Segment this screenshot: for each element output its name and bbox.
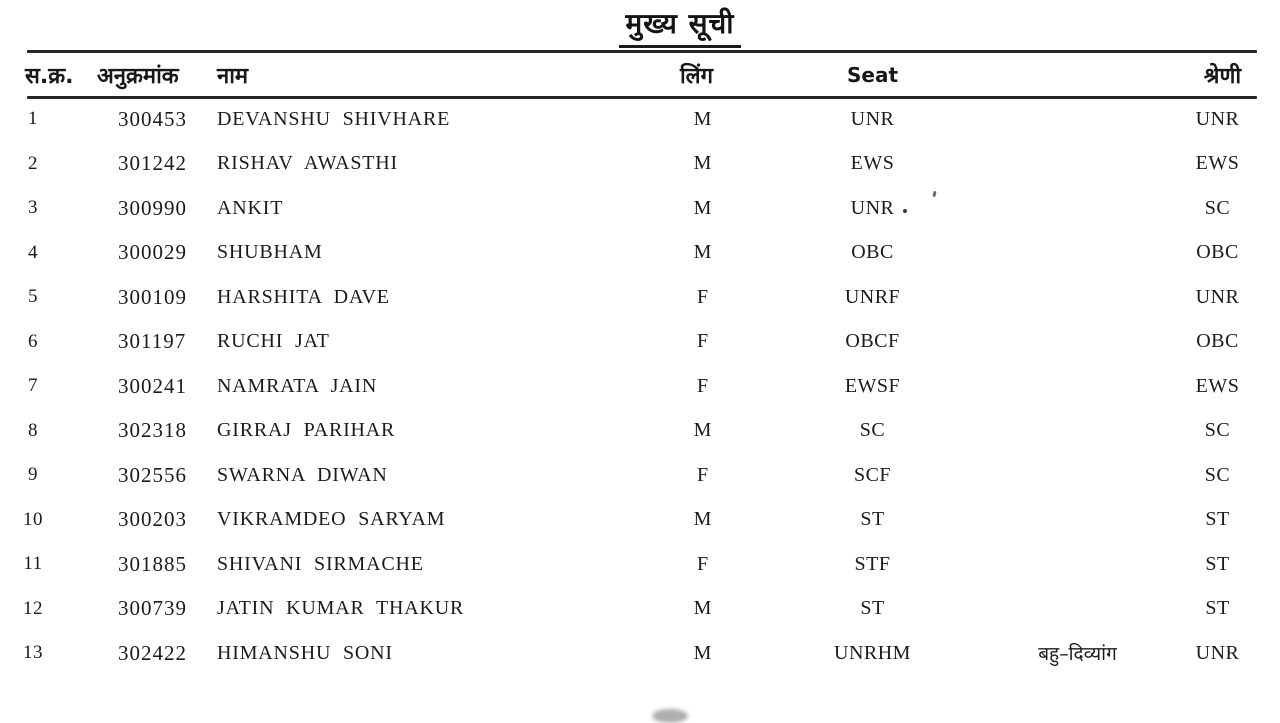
cell-gender: M: [693, 241, 712, 264]
cell-category: SC: [1204, 463, 1231, 486]
cell-name: GIRRAJ PARIHAR: [217, 419, 396, 442]
cell-roll: 300453: [118, 106, 187, 131]
header-serial-label: स.क्र.: [25, 63, 74, 89]
cell-seat: SC: [859, 419, 886, 442]
cell-gender: M: [693, 196, 712, 219]
cell-seat: UNRHM: [834, 641, 911, 664]
cell-seat: UNR: [850, 107, 895, 130]
table-row: [0, 275, 1280, 320]
cell-gender: F: [696, 463, 709, 486]
cell-gender: F: [696, 552, 709, 575]
cell-serial: 2: [28, 152, 38, 174]
header-roll-label: अनुक्रमांक: [97, 63, 179, 89]
cell-roll: 302318: [118, 418, 187, 443]
cell-serial: 13: [23, 642, 43, 664]
cell-serial: 8: [28, 419, 38, 441]
cell-gender: M: [693, 107, 712, 130]
cell-name: SWARNA DIWAN: [217, 463, 388, 486]
cell-category: OBC: [1196, 330, 1239, 353]
table-row: [0, 453, 1280, 498]
title-bar: [0, 4, 1280, 48]
cell-category: SC: [1204, 419, 1231, 442]
cell-roll: 300203: [118, 507, 187, 532]
cell-gender: F: [696, 285, 709, 308]
header-category-label: श्रेणी: [1203, 63, 1242, 89]
cell-roll: 301242: [118, 151, 187, 176]
cell-name: RUCHI JAT: [217, 330, 330, 353]
scan-dot-artifact: [903, 209, 907, 213]
cell-serial: 12: [23, 597, 43, 619]
table-row: [0, 542, 1280, 587]
table-row: [0, 142, 1280, 187]
cell-roll: 300990: [118, 195, 187, 220]
cell-seat: EWS: [850, 152, 895, 175]
table-row: [0, 498, 1280, 543]
cell-seat: ST: [860, 508, 885, 531]
cell-category: EWS: [1195, 374, 1240, 397]
cell-name: ANKIT: [217, 196, 284, 219]
cell-seat: ST: [860, 597, 885, 620]
header-seat-label: Seat: [846, 62, 899, 87]
table-row: [0, 364, 1280, 409]
cell-roll: 302556: [118, 462, 187, 487]
header-gender-label: लिंग: [679, 63, 713, 89]
cell-seat: UNR: [850, 196, 895, 219]
cell-serial: 4: [28, 241, 38, 263]
cell-name: JATIN KUMAR THAKUR: [217, 597, 465, 620]
cell-serial: 5: [28, 286, 38, 308]
table-body: [0, 97, 1280, 676]
cell-category: UNR: [1195, 285, 1240, 308]
table-header: [0, 53, 1280, 96]
cell-note: बहु–दिव्यांग: [1038, 643, 1117, 666]
cell-roll: 302422: [118, 640, 187, 665]
cell-serial: 11: [23, 553, 43, 575]
cell-seat: STF: [854, 552, 891, 575]
cell-name: DEVANSHU SHIVHARE: [217, 107, 451, 130]
cell-category: SC: [1204, 196, 1231, 219]
table-row: [0, 409, 1280, 454]
cell-category: ST: [1205, 508, 1230, 531]
cell-category: UNR: [1195, 641, 1240, 664]
cell-roll: 300029: [118, 240, 187, 265]
cell-gender: M: [693, 597, 712, 620]
cell-name: SHUBHAM: [217, 241, 323, 264]
cell-category: UNR: [1195, 107, 1240, 130]
cell-gender: M: [693, 508, 712, 531]
cell-serial: 7: [28, 375, 38, 397]
cell-serial: 3: [28, 197, 38, 219]
cell-gender: M: [693, 641, 712, 664]
cell-gender: F: [696, 330, 709, 353]
cell-category: ST: [1205, 597, 1230, 620]
cell-seat: OBC: [851, 241, 894, 264]
cell-roll: 300241: [118, 373, 187, 398]
page-title: मुख्य सूची: [619, 4, 740, 48]
cell-category: ST: [1205, 552, 1230, 575]
cell-roll: 300739: [118, 596, 187, 621]
cell-roll: 301885: [118, 551, 187, 576]
cell-seat: EWSF: [844, 374, 901, 397]
cell-gender: F: [696, 374, 709, 397]
table-row: [0, 231, 1280, 276]
cell-seat: SCF: [853, 463, 892, 486]
cell-serial: 9: [28, 464, 38, 486]
cell-name: HIMANSHU SONI: [217, 641, 393, 664]
header-name-label: नाम: [217, 63, 249, 89]
cell-serial: 10: [23, 508, 43, 530]
cell-name: VIKRAMDEO SARYAM: [217, 508, 446, 531]
page-number-smudge: [652, 709, 688, 723]
table-row: [0, 97, 1280, 142]
cell-roll: 300109: [118, 284, 187, 309]
table-row: [0, 631, 1280, 676]
cell-category: OBC: [1196, 241, 1239, 264]
cell-gender: M: [693, 419, 712, 442]
cell-name: HARSHITA DAVE: [217, 285, 390, 308]
cell-serial: 1: [28, 108, 38, 130]
cell-name: NAMRATA JAIN: [217, 374, 378, 397]
cell-seat: UNRF: [844, 285, 901, 308]
table-row: [0, 587, 1280, 632]
cell-seat: OBCF: [845, 330, 900, 353]
table-row: [0, 320, 1280, 365]
table-row: [0, 186, 1280, 231]
cell-name: RISHAV AWASTHI: [217, 152, 398, 175]
cell-serial: 6: [28, 330, 38, 352]
cell-roll: 301197: [118, 329, 187, 354]
cell-gender: M: [693, 152, 712, 175]
cell-name: SHIVANI SIRMACHE: [217, 552, 424, 575]
cell-category: EWS: [1195, 152, 1240, 175]
